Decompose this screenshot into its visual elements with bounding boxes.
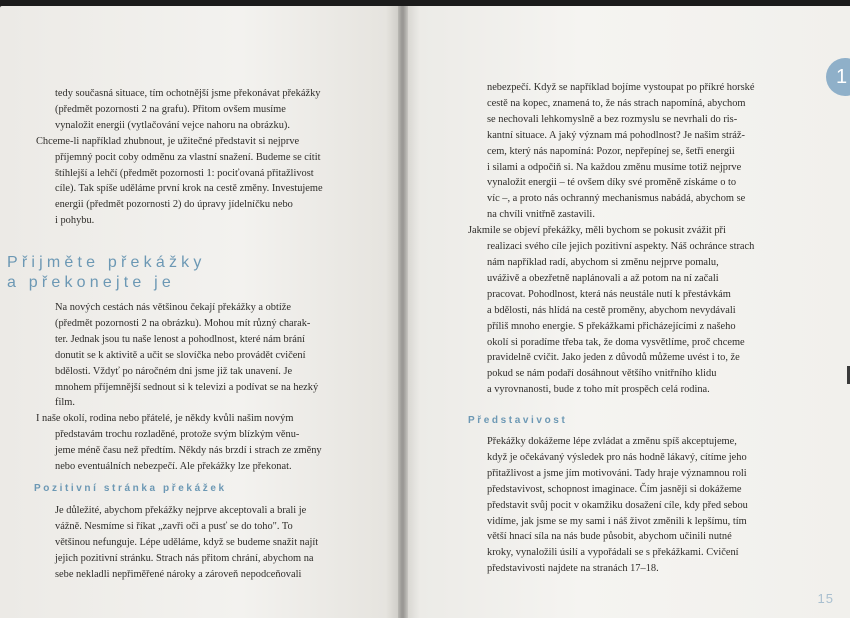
right-page <box>402 6 850 618</box>
text-line: realizaci svého cíle jejich pozitivní aspekty. Náš ochránce strach <box>487 241 755 253</box>
text-line: (předmět pozornosti 2 na obrázku). Mohou mít různý charak- <box>55 317 311 329</box>
text-line: film. <box>55 397 75 409</box>
text-line: představivost, schopnost imaginace. Čím jasněji si dokážeme <box>487 483 742 495</box>
subheading-imagination <box>468 415 567 426</box>
text-line: a bdělosti, nás hlídá na cestě proměny, abychom nevydávali <box>487 304 736 316</box>
text-line: se nechovali lehkomyslně a bez rozmyslu se nevrhali do ris- <box>487 113 738 125</box>
right-para-3 <box>468 434 748 577</box>
text-line: pravidelně cvičit. Jako jeden z důvodů můžeme uvést i to, že <box>487 352 740 364</box>
text-line: pokud se nám podaří dosáhnout většího vnitřního klidu <box>487 368 717 380</box>
text-line: mnohem příjemnější sednout si k televizi a podívat se na hezký <box>55 381 319 393</box>
right-text-top <box>468 80 754 398</box>
section-heading <box>7 253 206 293</box>
text-line: kantní situace. A jaký význam má pohodlnost? Je našim stráž- <box>487 129 745 141</box>
text-line: větší hnací síla na nás bude působit, abychom učinili nutné <box>487 531 732 543</box>
subheading-positive <box>34 483 227 494</box>
text-line: představám trochu rozladěné, protože svým blízkým věnu- <box>55 429 300 441</box>
text-line: Chceme-li například zhubnout, je užitečné představit si nejprve <box>36 135 300 147</box>
text-line: představit svůj pocit v okamžiku dosažení cíle, kdy před sebou <box>487 499 748 511</box>
text-line: příliš mnoho energie. S překážkami přicházejícími z našeho <box>487 320 736 332</box>
text-line: vynaložit energii (vytlačování vejce nahoru na obrázku). <box>55 119 290 131</box>
subheading-text: Představivost <box>468 415 568 426</box>
text-line: okolí si poradíme třeba tak, že doma vysvětlíme, proč chceme <box>487 336 745 348</box>
section-heading-line-2: a překonejte je <box>7 274 175 291</box>
left-para-5 <box>36 503 318 583</box>
right-para-2 <box>468 223 754 398</box>
left-para-4 <box>36 411 322 475</box>
text-line: nám například radí, abychom si změnu nejprve pomalu, <box>487 256 719 268</box>
text-line: uváživě a obezřetně naplánovali a až potom na ní začali <box>487 272 719 284</box>
text-line: Jakmile se objeví překážky, měli bychom se pokusit zvážit při <box>468 225 726 237</box>
text-line: jejich pozitivní stránku. Strach nás přitom chrání, abychom na <box>55 552 314 564</box>
text-line: jeme méně času než předtím. Někdy nás brzdí i strach ze změny <box>55 445 322 457</box>
text-line: tedy současná situace, tím ochotnější jsme překonávat překážky <box>55 88 321 99</box>
left-text-top <box>36 86 323 229</box>
left-para-1 <box>36 86 323 134</box>
text-line: I naše okolí, rodina nebo přátelé, je někdy kvůli našim novým <box>36 413 294 425</box>
right-para-1 <box>468 80 754 223</box>
text-line: přitažlivost a jsme jím motivováni. Tady hraje významnou roli <box>487 467 747 479</box>
text-line: i pohybu. <box>55 215 95 227</box>
text-line: ter. Jednak jsou tu naše lenost a pohodlnost, které nám brání <box>55 333 305 345</box>
chapter-tab: 1 <box>826 58 850 96</box>
text-line: sebe nekladli nepřiměřené nároky a zároveň nepodceňovali <box>55 568 302 580</box>
text-line: štíhlejší a lehčí (předmět pozornosti 1: pociťovaná přitažlivost <box>55 167 314 179</box>
text-line: (předmět pozornosti 2 na grafu). Přitom ovšem musíme <box>55 103 286 115</box>
text-line: nebezpečí. Když se například bojíme vystoupat po příkré horské <box>487 82 755 93</box>
book-gutter <box>398 6 408 618</box>
subheading-text: Pozitivní stránka překážek <box>34 483 227 494</box>
text-line: cem, který nás napomíná: Pozor, nepřepínej se, šetři energii <box>487 145 735 157</box>
left-text-bottom <box>36 503 318 583</box>
text-line: a vyrovnanosti, bude z toho mít prospěch celá rodina. <box>487 384 710 396</box>
text-line: Na nových cestách nás většinou čekají překážky a obtíže <box>55 302 292 313</box>
text-line: vynaložit energii – té ovšem díky své proměně získáme o to <box>487 177 737 189</box>
text-line: víc –, a proto nás ochranný mechanismus nabádá, abychom se <box>487 193 746 205</box>
left-page <box>0 6 402 618</box>
text-line: Je důležité, abychom překážky nejprve akceptovali a brali je <box>55 505 307 516</box>
left-para-3 <box>36 300 322 411</box>
right-text-bottom <box>468 434 748 577</box>
text-line: energii (předmět pozornosti 2) do úpravy jídelníčku nebo <box>55 199 293 211</box>
text-line: bdělosti. Vždyť po náročném dni jsme již tak unavení. Je <box>55 365 293 377</box>
text-line: většinou nefunguje. Lépe uděláme, když se budeme snažit najít <box>55 536 319 548</box>
text-line: Překážky dokážeme lépe zvládat a změnu spíš akceptujeme, <box>487 436 737 447</box>
text-line: cestě na kopec, znamená to, že nás strach napomíná, abychom <box>487 97 746 109</box>
text-line: vážně. Nesmíme si říkat „zavři oči a pusť se do toho". To <box>55 520 293 532</box>
left-para-2 <box>36 134 323 229</box>
text-line: na chvíli vnitřně zastavili. <box>487 209 595 221</box>
page-number: 15 <box>817 591 834 606</box>
text-line: představivosti najdete na stranách 17–18. <box>487 563 659 575</box>
text-line: nebo eventuálních nebezpečí. Ale překážky lze překonat. <box>55 461 292 473</box>
text-line: vidíme, jak jsme se my sami i náš život změnili k lepšímu, tím <box>487 515 747 527</box>
text-line: když je očekávaný výsledek pro nás hodně lákavý, cítíme jeho <box>487 451 747 463</box>
section-heading-line-1: Přijměte překážky <box>7 254 206 271</box>
left-text-middle <box>36 300 322 475</box>
text-line: donutit se k aktivitě a učit se slovíčka nebo provádět cvičení <box>55 349 306 361</box>
text-line: kroky, vynaložili úsilí a vypořádali se s překážkami. Cvičení <box>487 547 739 559</box>
text-line: cíle). Tak spíše uděláme první krok na cestě změny. Investujeme <box>55 183 323 195</box>
text-line: příjemný pocit coby odměnu za vlastní snažení. Budeme se cítit <box>55 151 321 163</box>
text-line: i silami a odpočiň si. Na každou změnu musíme totiž nejprve <box>487 161 742 173</box>
text-line: pracovat. Pohodlnost, která nás neustále nutí k přestávkám <box>487 288 731 300</box>
